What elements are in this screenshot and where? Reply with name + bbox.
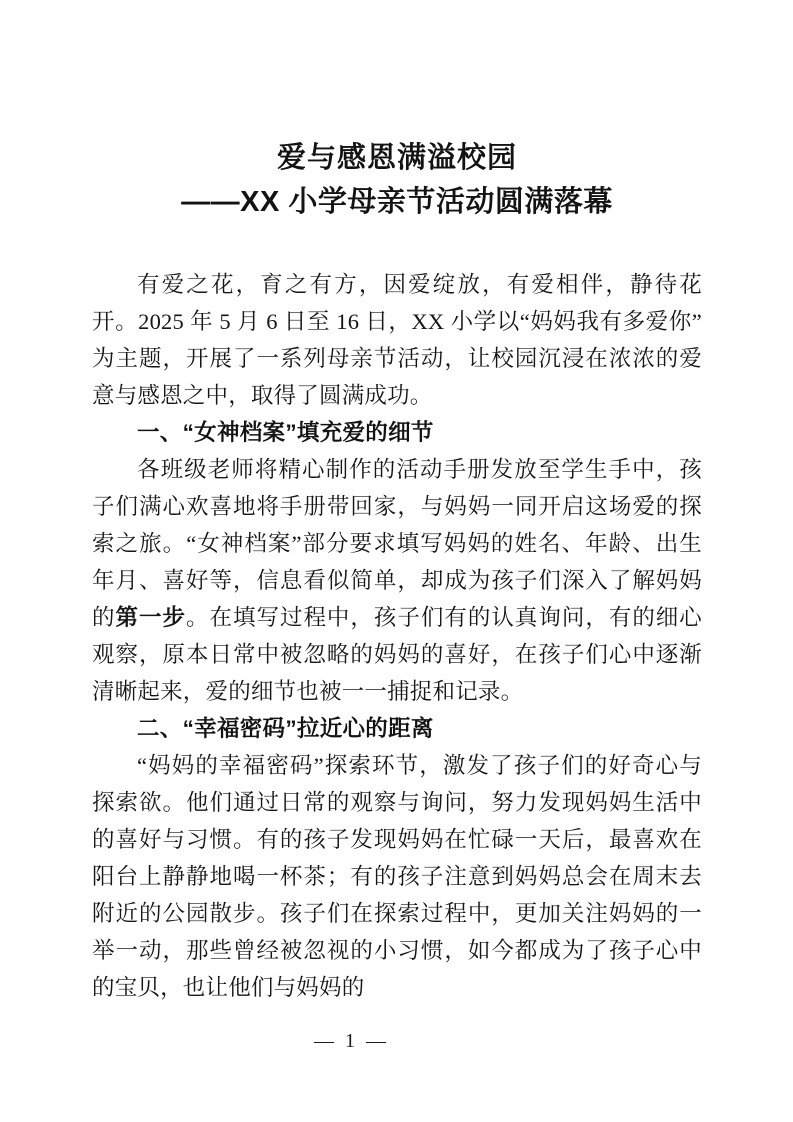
emphasized-text: 第一步 xyxy=(115,605,186,630)
section-heading-two: 二、“幸福密码”拉近心的距离 xyxy=(137,716,434,741)
document-body xyxy=(92,266,702,1006)
title-block xyxy=(92,0,702,224)
paragraph-section-one xyxy=(92,451,702,710)
body-text-run: 各班级老师将精心制作的活动手册发放至学生手中，孩子们满心欢喜地将手册带回家，与妈妈一同开启这场爱的探索之旅。“女神档案”部分要求填写妈妈的姓名、年龄、出生年月、喜好等，信息看似简单，却成为孩子们深入了解妈妈的 xyxy=(92,457,702,630)
document-title: 爱与感恩满溢校园 xyxy=(276,142,517,174)
page-footer xyxy=(0,1030,793,1053)
paragraph-intro: 有爱之花，育之有方，因爱绽放，有爱相伴，静待花开。2025 年 5 月 6 日至 16 日，XX 小学以“妈妈我有多爱你”为主题，开展了一系列母亲节活动，让校园沉浸在浓浓的爱意与感恩之中，取得了圆满成功。 xyxy=(92,272,702,408)
body-text-run: 。在填写过程中，孩子们有的认真询问，有的细心观察，原本日常中被忽略的妈妈的喜好，在孩子们心中逐渐清晰起来，爱的细节也被一一捕捉和记录。 xyxy=(92,605,703,704)
paragraph-section-two: “妈妈的幸福密码”探索环节，激发了孩子们的好奇心与探索欲。他们通过日常的观察与询问，努力发现妈妈生活中的喜好与习惯。有的孩子发现妈妈在忙碌一天后，最喜欢在阳台上静静地喝一杯茶；有的孩子注意到妈妈总会在周末去附近的公园散步。孩子们在探索过程中，更加关注妈妈的一举一动，那些曾经被忽视的小习惯，如今都成为了孩子心中的宝贝，也让他们与妈妈的 xyxy=(92,753,702,1000)
document-subtitle: ——XX 小学母亲节活动圆满落幕 xyxy=(181,186,613,218)
document-content xyxy=(92,0,702,1006)
section-heading-one: 一、“女神档案”填充爱的细节 xyxy=(137,420,434,445)
page-number: — 1 — xyxy=(314,1030,389,1052)
